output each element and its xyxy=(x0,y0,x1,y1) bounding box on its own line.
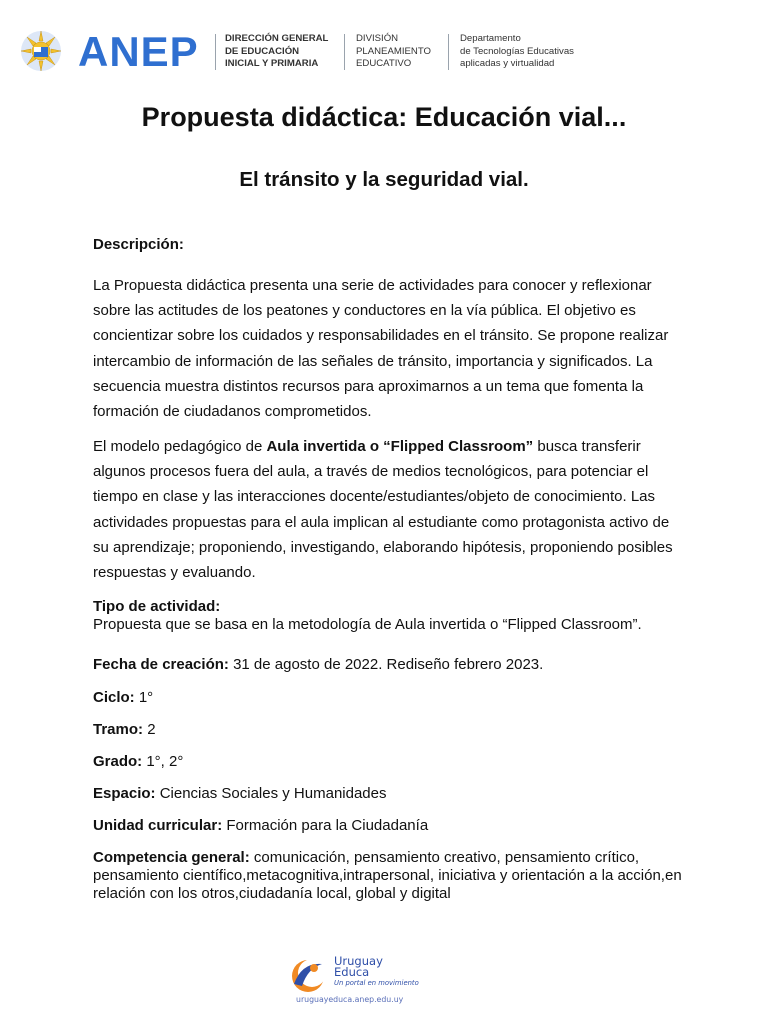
header-line: de Tecnologías Educativas xyxy=(460,45,574,57)
footer-url: uruguayeduca.anep.edu.uy xyxy=(296,995,404,1004)
unidad-label: Unidad curricular: xyxy=(93,817,223,834)
descripcion-label xyxy=(93,236,683,253)
header-divider xyxy=(215,34,216,70)
uruguay-sun-emblem-icon xyxy=(20,30,62,72)
fecha-label: Fecha de creación: xyxy=(93,656,229,673)
espacio xyxy=(93,785,683,803)
fecha-value: 31 de agosto de 2022. Rediseño febrero 2023. xyxy=(233,656,544,673)
grado-value: 1°, 2° xyxy=(146,753,184,770)
ciclo-label: Ciclo: xyxy=(93,689,135,706)
tramo xyxy=(93,721,683,739)
header-line: EDUCATIVO xyxy=(356,58,412,69)
ciclo-value: 1° xyxy=(138,689,154,706)
header-line: PLANEAMIENTO xyxy=(356,45,431,57)
grado xyxy=(93,753,683,771)
header-divider xyxy=(448,34,449,70)
header-block-departamento xyxy=(460,33,574,71)
page-title: Propuesta didáctica: Educación vial... xyxy=(141,102,627,132)
uruguay-educa-name xyxy=(334,956,383,978)
competencia-value: comunicación, pensamiento creativo, pensamiento crítico, pensamiento científico,metacognitiva,intrapersonal, iniciativa y orientación a la acción,en relación con los otros,ciudadanía local, global y digital xyxy=(93,849,682,902)
header-block-division xyxy=(356,33,431,71)
espacio-label: Espacio: xyxy=(93,785,156,802)
tipo-value: Propuesta que se basa en la metodología de Aula invertida o “Flipped Classroom”. xyxy=(93,616,642,633)
descripcion-paragraph-2 xyxy=(93,434,683,585)
header-line: DIVISIÓN xyxy=(356,33,399,44)
espacio-value: Ciencias Sociales y Humanidades xyxy=(159,785,387,802)
fecha-creacion xyxy=(93,656,683,674)
ciclo xyxy=(93,689,683,707)
header-line: DIRECCIÓN GENERAL xyxy=(225,33,329,44)
tramo-label: Tramo: xyxy=(93,721,144,738)
text-run: busca transferir algunos procesos fuera del aula, a través de medios tecnológicos, para potenciar el tiempo en clase y las interacciones docente/estudiantes/objeto de conocimiento. Las actividades propuestas para el aula implican al estudiante como protagonista activo de su aprendizaje; proponiendo, investigando, elaborando hipótesis, proponiendo posibles respuestas y evaluando. xyxy=(93,438,673,582)
unidad-curricular xyxy=(93,817,683,835)
tramo-value: 2 xyxy=(147,721,156,738)
page-subtitle: El tránsito y la seguridad vial. xyxy=(239,168,529,191)
header-line: DE EDUCACIÓN xyxy=(225,45,300,57)
header-line: aplicadas y virtualidad xyxy=(460,58,555,69)
uruguay-educa-footer xyxy=(288,954,488,1010)
brand-line: Educa xyxy=(334,965,370,979)
document-header xyxy=(20,28,760,76)
header-line: Departamento xyxy=(460,33,521,44)
anep-brand: ANEP xyxy=(78,28,199,75)
header-line: INICIAL Y PRIMARIA xyxy=(225,58,319,69)
header-block-direccion xyxy=(225,33,328,71)
tipo-actividad xyxy=(93,598,683,634)
uruguay-educa-logo-icon xyxy=(288,954,328,994)
brand-line: Uruguay xyxy=(334,954,383,968)
tipo-label: Tipo de actividad: xyxy=(93,598,221,615)
section-label: Descripción: xyxy=(93,236,184,253)
competencia-general xyxy=(93,849,683,903)
text-run: El modelo pedagógico de xyxy=(93,438,267,455)
header-divider xyxy=(344,34,345,70)
descripcion-paragraph-1: La Propuesta didáctica presenta una serie de actividades para conocer y reflexionar sobre las actitudes de los peatones y conductores en la vía pública. El objetivo es concientizar sobre los cuidados y responsabilidades en el tránsito. Se propone realizar intercambio de información de las señales de tránsito, importancia y significados. La secuencia muestra distintos recursos para aproximarnos a un tema que fomenta la formación de ciudadanos comprometidos. xyxy=(93,277,669,421)
grado-label: Grado: xyxy=(93,753,143,770)
unidad-value: Formación para la Ciudadanía xyxy=(226,817,429,834)
footer-tagline: Un portal en movimiento xyxy=(334,979,419,987)
competencia-label: Competencia general: xyxy=(93,849,250,866)
flipped-classroom-highlight: Aula invertida o “Flipped Classroom” xyxy=(266,438,534,455)
